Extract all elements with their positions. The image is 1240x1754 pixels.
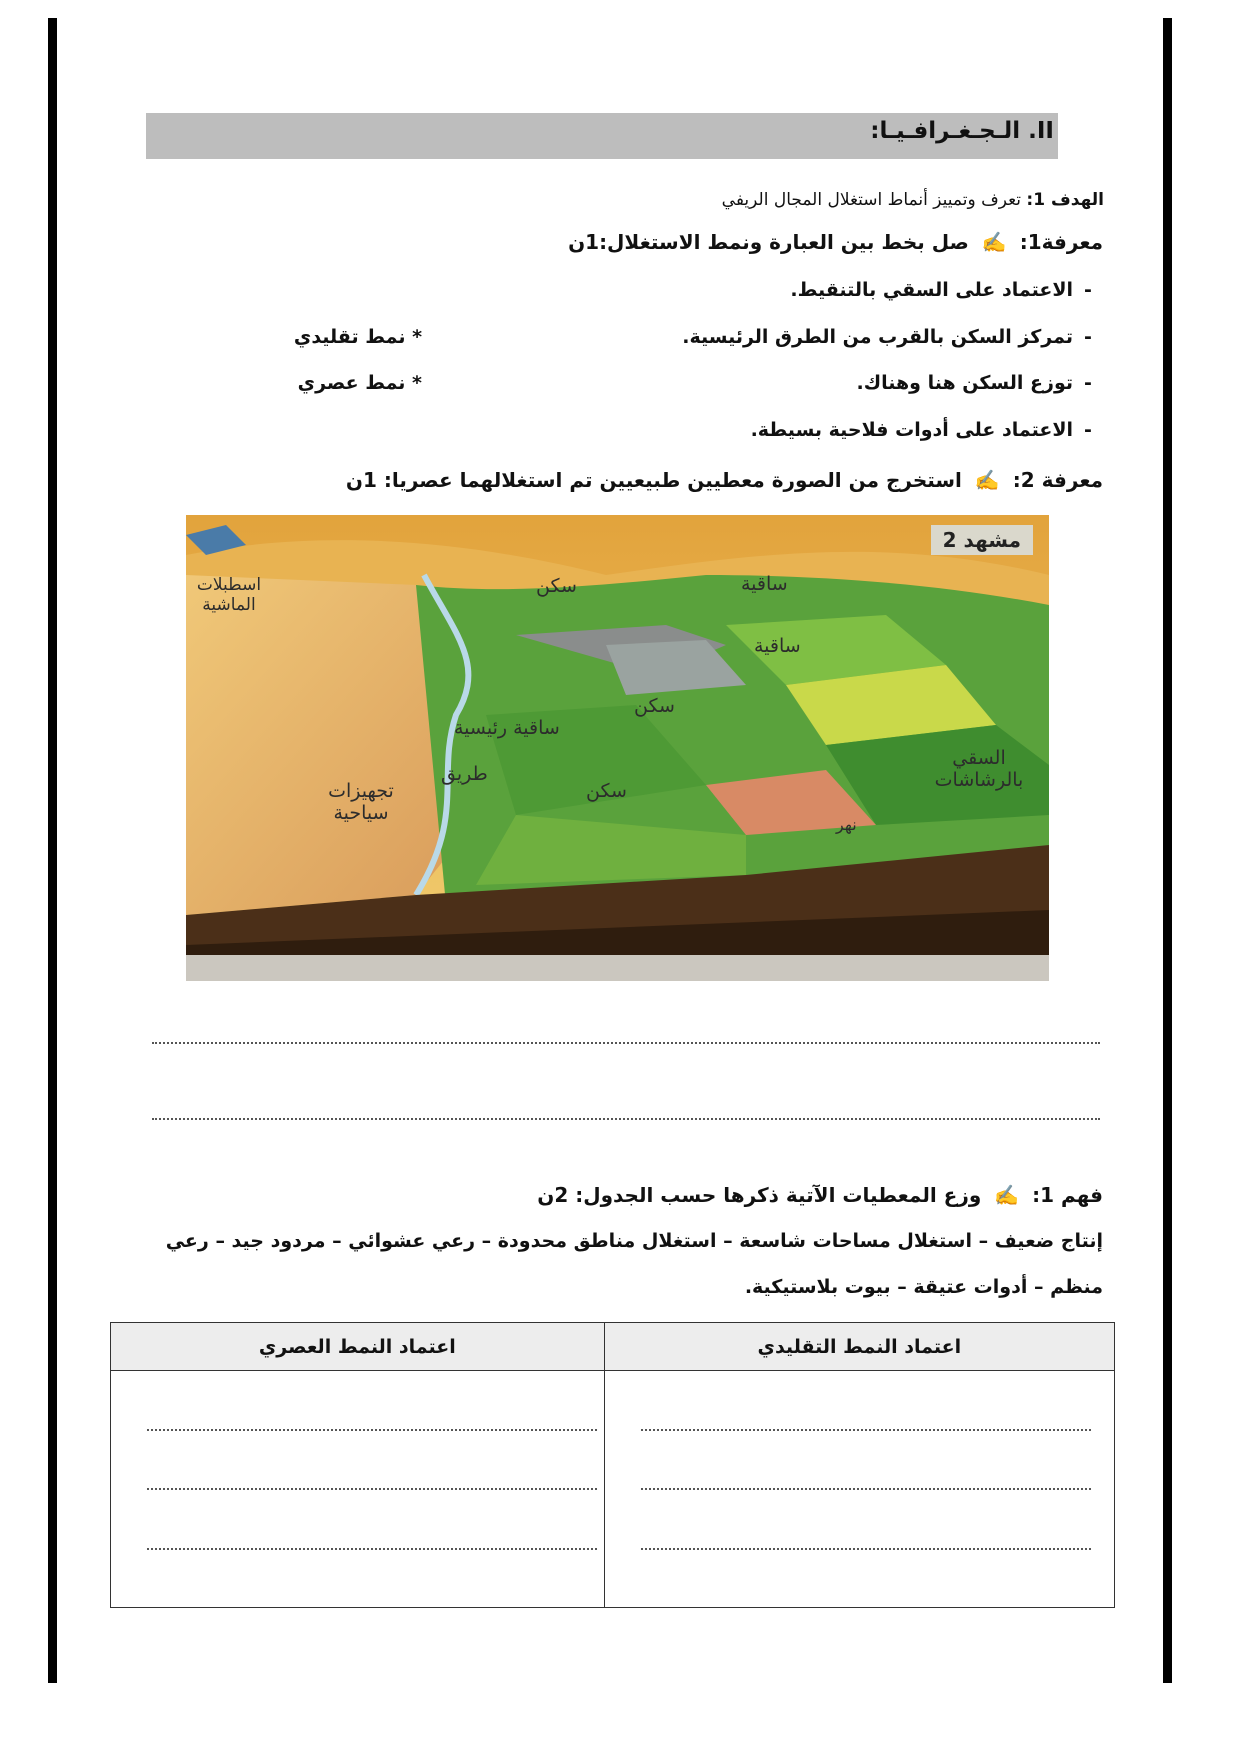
answer-line[interactable] xyxy=(641,1488,1091,1490)
writing-hand-icon: ✍ xyxy=(994,1183,1020,1207)
label-canal-1: ساقية xyxy=(741,573,788,595)
label-road: طريق xyxy=(441,763,488,785)
choice-modern: * نمط عصري xyxy=(297,372,422,394)
bullet-dash: - xyxy=(1084,372,1092,394)
q3-label: فهم 1: xyxy=(1032,1183,1103,1207)
answer-line-1[interactable] xyxy=(152,1042,1100,1044)
q1-heading xyxy=(568,230,1103,254)
q1-statement-2 xyxy=(682,326,1103,348)
column-header-traditional: اعتماد النمط التقليدي xyxy=(604,1323,1114,1371)
label-canal-2: ساقية xyxy=(754,635,801,657)
q2-heading xyxy=(346,468,1103,492)
rural-landscape-illustration xyxy=(186,515,1049,981)
statement-text: الاعتماد على أدوات فلاحية بسيطة. xyxy=(750,419,1073,441)
label-main-canal: ساقية رئيسية xyxy=(454,717,560,739)
q3-items-line-1: إنتاج ضعيف – استغلال مساحات شاسعة – استغلال مناطق محدودة – رعي عشوائي – مردود جيد – رعي xyxy=(165,1230,1103,1252)
writing-hand-icon: ✍ xyxy=(974,468,1000,492)
q1-statement-1 xyxy=(790,279,1103,301)
traditional-answer-cell xyxy=(604,1371,1114,1608)
answer-line[interactable] xyxy=(147,1429,597,1431)
page-border-left xyxy=(48,18,57,1683)
landscape-drawing xyxy=(186,515,1049,981)
label-stables: اسطبلات الماشية xyxy=(196,575,262,615)
bullet-dash: - xyxy=(1084,419,1092,441)
goal-label: الهدف 1: xyxy=(1026,190,1104,210)
q3-items-line-2: منظم – أدوات عتيقة – بيوت بلاستيكية. xyxy=(744,1276,1103,1298)
q3-heading xyxy=(537,1183,1103,1207)
label-housing-low: سكن xyxy=(586,780,627,802)
label-housing-mid: سكن xyxy=(634,695,675,717)
answer-line-2[interactable] xyxy=(152,1118,1100,1120)
q1-text: صل بخط بين العبارة ونمط الاستغلال: xyxy=(599,230,969,254)
q2-label: معرفة 2: xyxy=(1012,468,1103,492)
q2-text: استخرج من الصورة معطيين طبيعيين تم استغلالهما عصريا: xyxy=(383,468,962,492)
label-sprinkler: السقي بالرشاشات xyxy=(934,747,1024,791)
answer-line[interactable] xyxy=(641,1429,1091,1431)
statement-text: توزع السكن هنا وهناك. xyxy=(856,372,1073,394)
page-border-right xyxy=(1163,18,1172,1683)
q2-points: 1ن xyxy=(345,468,377,492)
goal-line xyxy=(722,190,1104,210)
scene-title: مشهد 2 xyxy=(931,525,1033,555)
label-housing-top: سكن xyxy=(536,575,577,597)
classification-table xyxy=(110,1322,1115,1608)
column-header-modern: اعتماد النمط العصري xyxy=(111,1323,605,1371)
writing-hand-icon: ✍ xyxy=(981,230,1007,254)
statement-text: الاعتماد على السقي بالتنقيط. xyxy=(790,279,1073,301)
modern-answer-cell xyxy=(111,1371,605,1608)
label-tourism: تجهيزات سياحية xyxy=(328,780,394,824)
answer-line[interactable] xyxy=(641,1548,1091,1550)
q3-text: وزع المعطيات الآتية ذكرها حسب الجدول: xyxy=(575,1183,982,1207)
choice-traditional: * نمط تقليدي xyxy=(293,326,422,348)
q1-label: معرفة1: xyxy=(1019,230,1103,254)
goal-text: تعرف وتمييز أنماط استغلال المجال الريفي xyxy=(721,190,1022,210)
q1-points: 1ن xyxy=(568,230,600,254)
q3-points: 2ن xyxy=(537,1183,569,1207)
q1-statement-3 xyxy=(856,372,1103,394)
bullet-dash: - xyxy=(1084,326,1092,348)
section-title: II. الـجـغـرافـيـا: xyxy=(870,118,1054,144)
label-river: نهر xyxy=(836,815,857,834)
q1-statement-4 xyxy=(751,419,1103,441)
bullet-dash: - xyxy=(1084,279,1092,301)
answer-line[interactable] xyxy=(147,1548,597,1550)
answer-line[interactable] xyxy=(147,1488,597,1490)
statement-text: تمركز السكن بالقرب من الطرق الرئيسية. xyxy=(682,326,1073,348)
